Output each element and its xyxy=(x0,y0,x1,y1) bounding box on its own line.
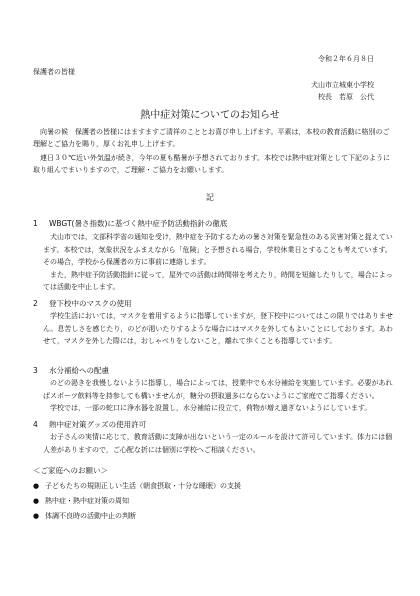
section-1-heading xyxy=(33,218,227,229)
section-number: 4 xyxy=(33,420,38,429)
section-paragraph: また，熱中症予防活動指針に従って，屋外での活動は時間帯を考えたり，時間を短縮したりして，場合によっては活動を中止します。 xyxy=(43,270,393,291)
section-4-body xyxy=(43,431,393,456)
section-title: WBGT(暑さ指数)に基づく熱中症予防活動指針の徹底 xyxy=(49,219,228,228)
section-4-heading xyxy=(33,419,146,430)
home-request-item: ● 体調不良時の活動中止の判断 xyxy=(33,512,136,520)
section-title: 水分補給への配慮 xyxy=(49,366,109,375)
home-request-item: ● 熱中症・熱中症対策の周知 xyxy=(33,497,129,505)
section-number: 1 xyxy=(33,219,38,228)
intro-paragraph-2: 連日３０℃近い外気温が続き，今年の夏も酷暑が予想されております。本校では熱中症対策として下記のように取り組んでまいりますので，ご理解・ご協力をお願いします。 xyxy=(33,154,391,174)
addressee: 保護者の皆様 xyxy=(33,68,75,76)
bullet-icon: ● xyxy=(33,512,40,520)
school-name: 犬山市立城東小学校 xyxy=(311,81,374,89)
home-requests-heading: ＜ご家庭へのお願い＞ xyxy=(33,466,108,475)
section-number: 2 xyxy=(33,299,38,308)
section-paragraph: 犬山市では，文部科学省の通知を受け，熱中症を予防するための暑さ対策を緊急性のある災害対策と捉えています。本校では，気象状況をふまえながら「危険」と予想される場合，学校休業日とすることも考えています。その場合，学校から保護者の方に事前に連絡します。 xyxy=(43,233,393,266)
date: 令和２年６月８日 xyxy=(318,55,374,63)
document-title: 熱中症対策についてのお知らせ xyxy=(140,110,280,121)
bullet-icon: ● xyxy=(33,482,40,490)
bullet-icon: ● xyxy=(33,497,40,505)
section-1-body xyxy=(43,231,393,294)
section-3-heading xyxy=(33,365,109,376)
section-3-body xyxy=(43,377,393,415)
section-paragraph: お子さんの実情に応じて，教育活動に支障が出ないという一定のルールを設けて許可しています。体力には個人差がありますので，ご心配な折には個別に学校へご相談ください。 xyxy=(43,433,393,454)
section-number: 3 xyxy=(33,366,38,375)
section-2-body xyxy=(43,310,393,348)
section-paragraph: 学校では，一部の蛇口に浄水器を設置し，水分補給に役立て，荷物が増え過ぎないようにしています。 xyxy=(43,404,372,412)
principal-name: 校長 若原 公代 xyxy=(318,93,374,101)
section-paragraph: 学校生活においては，マスクを着用するように指導していますが，登下校中についてはこの限りではありません。息苦しさを感じたり，のどが渇いたりするような場合にはマスクを外してもよいことにしております。あわせて，マスクを外した際には，おしゃべりをしないこと，離れて歩くことも指導しています。 xyxy=(43,312,393,345)
section-paragraph: のどの渇きを我慢しないように指導し，場合によっては，授業中でも水分補給を実施しています。必要があればスポーツ飲料等を持参しても構いませんが，糖分の摂取過多にならないようにご家庭でご指導ください。 xyxy=(43,379,393,400)
section-2-heading xyxy=(33,298,132,309)
home-request-item: ● 子どもたちの規則正しい生活（朝食摂取・十分な睡眠）の支援 xyxy=(33,482,241,490)
section-title: 登下校中のマスクの使用 xyxy=(49,299,132,308)
ki-heading: 記 xyxy=(206,193,214,202)
section-title: 熱中症対策グッズの使用許可 xyxy=(49,420,147,429)
intro-paragraph-1: 向暑の候 保護者の皆様にはますますご清祥のこととお喜び申し上げます。平素は，本校の教育活動に格別のご理解とご協力を賜り，厚くお礼申し上げます。 xyxy=(33,128,390,148)
